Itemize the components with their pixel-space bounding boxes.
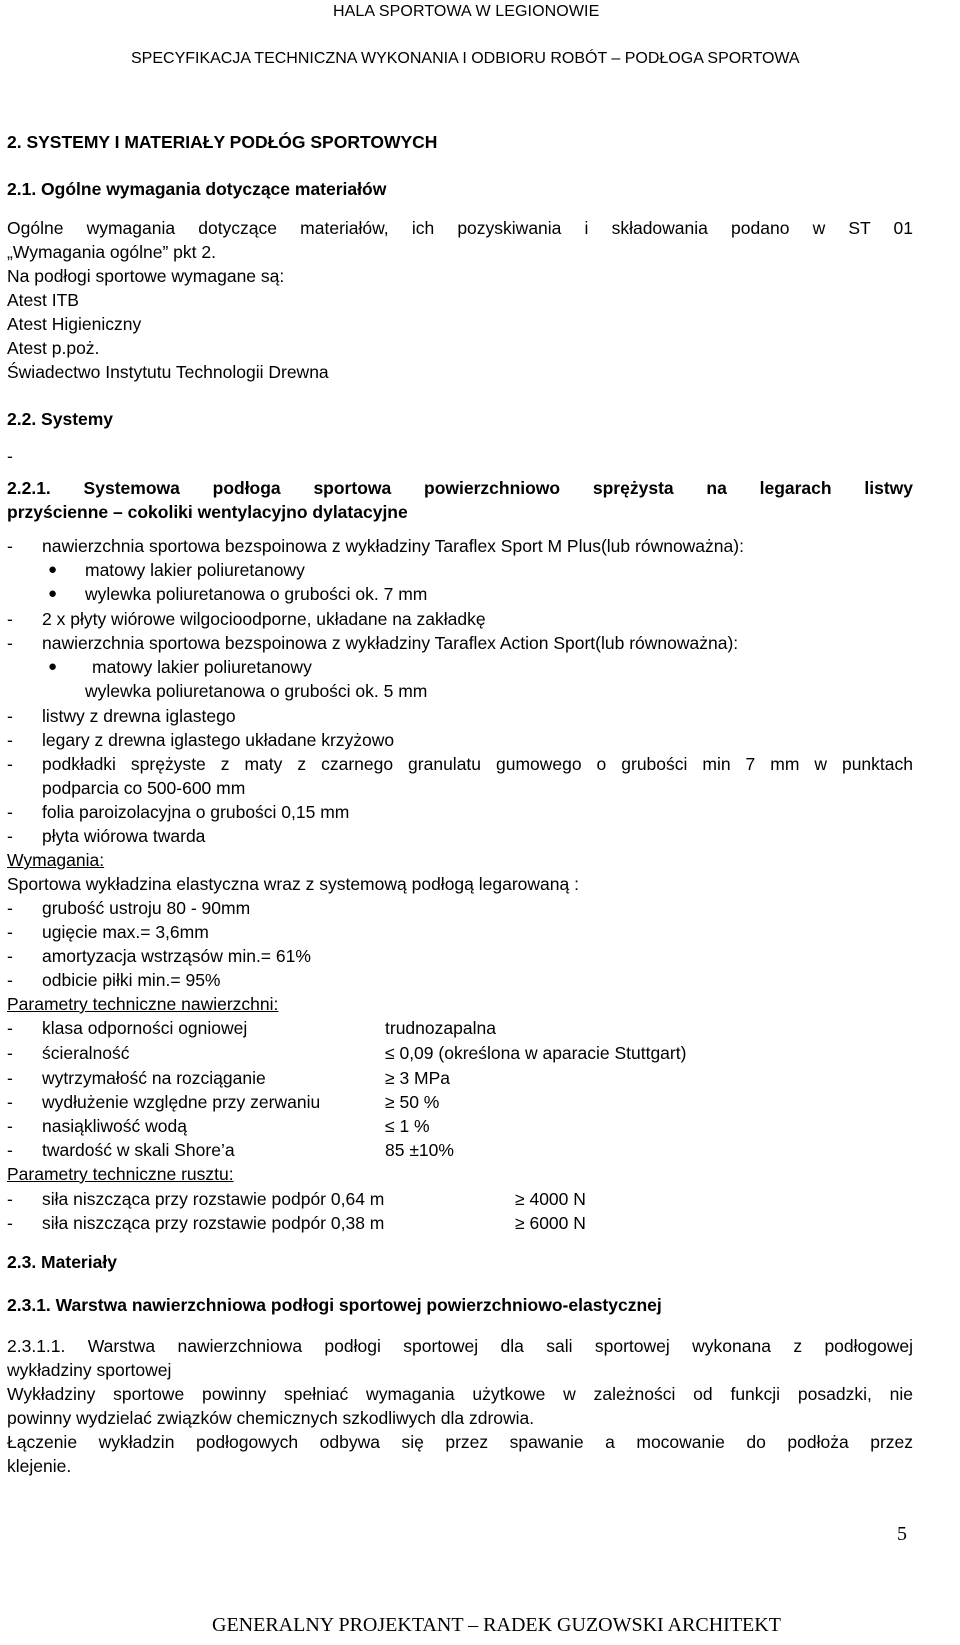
- section-2-title: 2. SYSTEMY I MATERIAŁY PODŁÓG SPORTOWYCH: [7, 132, 438, 152]
- list-dash: -: [7, 754, 13, 774]
- param-label: nasiąkliwość wodą: [42, 1116, 187, 1136]
- list-item: listwy z drewna iglastego: [42, 706, 236, 726]
- param-label: wydłużenie względne przy zerwaniu: [42, 1092, 321, 1112]
- param-value: ≤ 0,09 (określona w aparacie Stuttgart): [385, 1043, 687, 1063]
- params-heading: Parametry techniczne nawierzchni:: [7, 994, 279, 1014]
- list-dash: -: [7, 536, 13, 556]
- section-2-3-title: 2.3. Materiały: [7, 1252, 117, 1272]
- list-dash: -: [7, 898, 13, 918]
- cert-item: Atest p.poż.: [7, 338, 100, 358]
- requirement-item: amortyzacja wstrząsów min.= 61%: [42, 946, 311, 966]
- list-dash: -: [7, 1189, 13, 1209]
- list-dash: -: [7, 1018, 13, 1038]
- cert-item: Atest ITB: [7, 290, 79, 310]
- list-dash: -: [7, 609, 13, 629]
- list-dash: -: [7, 1116, 13, 1136]
- list-item: matowy lakier poliuretanowy: [85, 560, 305, 580]
- section-2-2-1-title-line2: przyścienne – cokoliki wentylacyjno dylatacyjne: [7, 502, 408, 522]
- bullet-icon: ●: [48, 585, 58, 602]
- cert-item: Świadectwo Instytutu Technologii Drewna: [7, 362, 329, 382]
- cert-item: Atest Higieniczny: [7, 314, 142, 334]
- param-value: ≤ 1 %: [385, 1116, 430, 1136]
- page-number: 5: [897, 1523, 907, 1545]
- rusztu-value: ≥ 4000 N: [515, 1189, 586, 1209]
- list-dash: -: [7, 826, 13, 846]
- requirements-intro: Sportowa wykładzina elastyczna wraz z systemową podłogą legarowaną :: [7, 874, 579, 894]
- lone-dash: -: [7, 446, 13, 466]
- rusztu-value: ≥ 6000 N: [515, 1213, 586, 1233]
- paragraph-general-2: „Wymagania ogólne” pkt 2.: [7, 242, 216, 262]
- paragraph-wykladziny-1: Wykładziny sportowe powinny spełniać wymagania użytkowe w zależności od funkcji posadzki, nie: [7, 1384, 913, 1404]
- param-label: wytrzymałość na rozciąganie: [42, 1068, 266, 1088]
- section-2-3-1-1-line2: wykładziny sportowej: [7, 1360, 172, 1380]
- param-label: ścieralność: [42, 1043, 130, 1063]
- requirement-item: ugięcie max.= 3,6mm: [42, 922, 209, 942]
- param-label: klasa odporności ogniowej: [42, 1018, 248, 1038]
- param-value: trudnozapalna: [385, 1018, 496, 1038]
- paragraph-laczenie-2: klejenie.: [7, 1456, 72, 1476]
- rusztu-label: siła niszcząca przy rozstawie podpór 0,38 m: [42, 1213, 385, 1233]
- rusztu-heading: Parametry techniczne rusztu:: [7, 1164, 234, 1184]
- section-2-3-1-title: 2.3.1. Warstwa nawierzchniowa podłogi sportowej powierzchniowo-elastycznej: [7, 1295, 662, 1315]
- param-label: twardość w skali Shore’a: [42, 1140, 235, 1160]
- footer-architect: GENERALNY PROJEKTANT – RADEK GUZOWSKI ARCHITEKT: [212, 1614, 781, 1636]
- bullet-icon: ●: [48, 658, 58, 675]
- required-certs-intro: Na podłogi sportowe wymagane są:: [7, 266, 285, 286]
- paragraph-wykladziny-2: powinny wydzielać związków chemicznych szkodliwych dla zdrowia.: [7, 1408, 535, 1428]
- list-dash: -: [7, 1092, 13, 1112]
- list-item: podkładki sprężyste z maty z czarnego granulatu gumowego o grubości min 7 mm w punktach: [42, 754, 913, 774]
- param-value: ≥ 3 MPa: [385, 1068, 451, 1088]
- list-dash: -: [7, 1068, 13, 1088]
- list-dash: -: [7, 706, 13, 726]
- list-dash: -: [7, 1043, 13, 1063]
- list-item: płyta wiórowa twarda: [42, 826, 206, 846]
- header-project: HALA SPORTOWA W LEGIONOWIE: [333, 3, 600, 20]
- paragraph-general-1: Ogólne wymagania dotyczące materiałów, ich pozyskiwania i składowania podano w ST 01: [7, 218, 913, 238]
- list-dash: -: [7, 1213, 13, 1233]
- param-value: ≥ 50 %: [385, 1092, 440, 1112]
- list-dash: -: [7, 922, 13, 942]
- list-dash: -: [7, 633, 13, 653]
- list-item: matowy lakier poliuretanowy: [92, 657, 312, 677]
- list-dash: -: [7, 802, 13, 822]
- list-item: wylewka poliuretanowa o grubości ok. 7 mm: [85, 584, 428, 604]
- list-dash: -: [7, 970, 13, 990]
- section-2-1-title: 2.1. Ogólne wymagania dotyczące materiałów: [7, 179, 387, 199]
- section-2-2-title: 2.2. Systemy: [7, 409, 114, 429]
- list-item-cont: podparcia co 500-600 mm: [42, 778, 246, 798]
- section-2-2-1-title-line1: 2.2.1. Systemowa podłoga sportowa powierzchniowo sprężysta na legarach listwy: [7, 478, 913, 498]
- requirements-heading: Wymagania:: [7, 850, 105, 870]
- paragraph-laczenie-1: Łączenie wykładzin podłogowych odbywa się przez spawanie a mocowanie do podłoża przez: [7, 1432, 913, 1452]
- list-dash: -: [7, 946, 13, 966]
- list-dash: -: [7, 1140, 13, 1160]
- list-item: 2 x płyty wiórowe wilgocioodporne, układane na zakładkę: [42, 609, 486, 629]
- rusztu-label: siła niszcząca przy rozstawie podpór 0,64 m: [42, 1189, 385, 1209]
- section-2-3-1-1-line1: 2.3.1.1. Warstwa nawierzchniowa podłogi sportowej dla sali sportowej wykonana z podłogowej: [7, 1336, 913, 1356]
- list-item: folia paroizolacyjna o grubości 0,15 mm: [42, 802, 350, 822]
- list-item: legary z drewna iglastego układane krzyżowo: [42, 730, 395, 750]
- list-item: nawierzchnia sportowa bezspoinowa z wykładziny Taraflex Action Sport(lub równoważna):: [42, 633, 739, 653]
- list-item: wylewka poliuretanowa o grubości ok. 5 mm: [85, 681, 428, 701]
- param-value: 85 ±10%: [385, 1140, 454, 1160]
- list-item: nawierzchnia sportowa bezspoinowa z wykładziny Taraflex Sport M Plus(lub równoważna):: [42, 536, 744, 556]
- list-dash: -: [7, 730, 13, 750]
- bullet-icon: ●: [48, 561, 58, 578]
- header-spec: SPECYFIKACJA TECHNICZNA WYKONANIA I ODBIORU ROBÓT – PODŁOGA SPORTOWA: [131, 50, 800, 67]
- requirement-item: grubość ustroju 80 - 90mm: [42, 898, 251, 918]
- requirement-item: odbicie piłki min.= 95%: [42, 970, 221, 990]
